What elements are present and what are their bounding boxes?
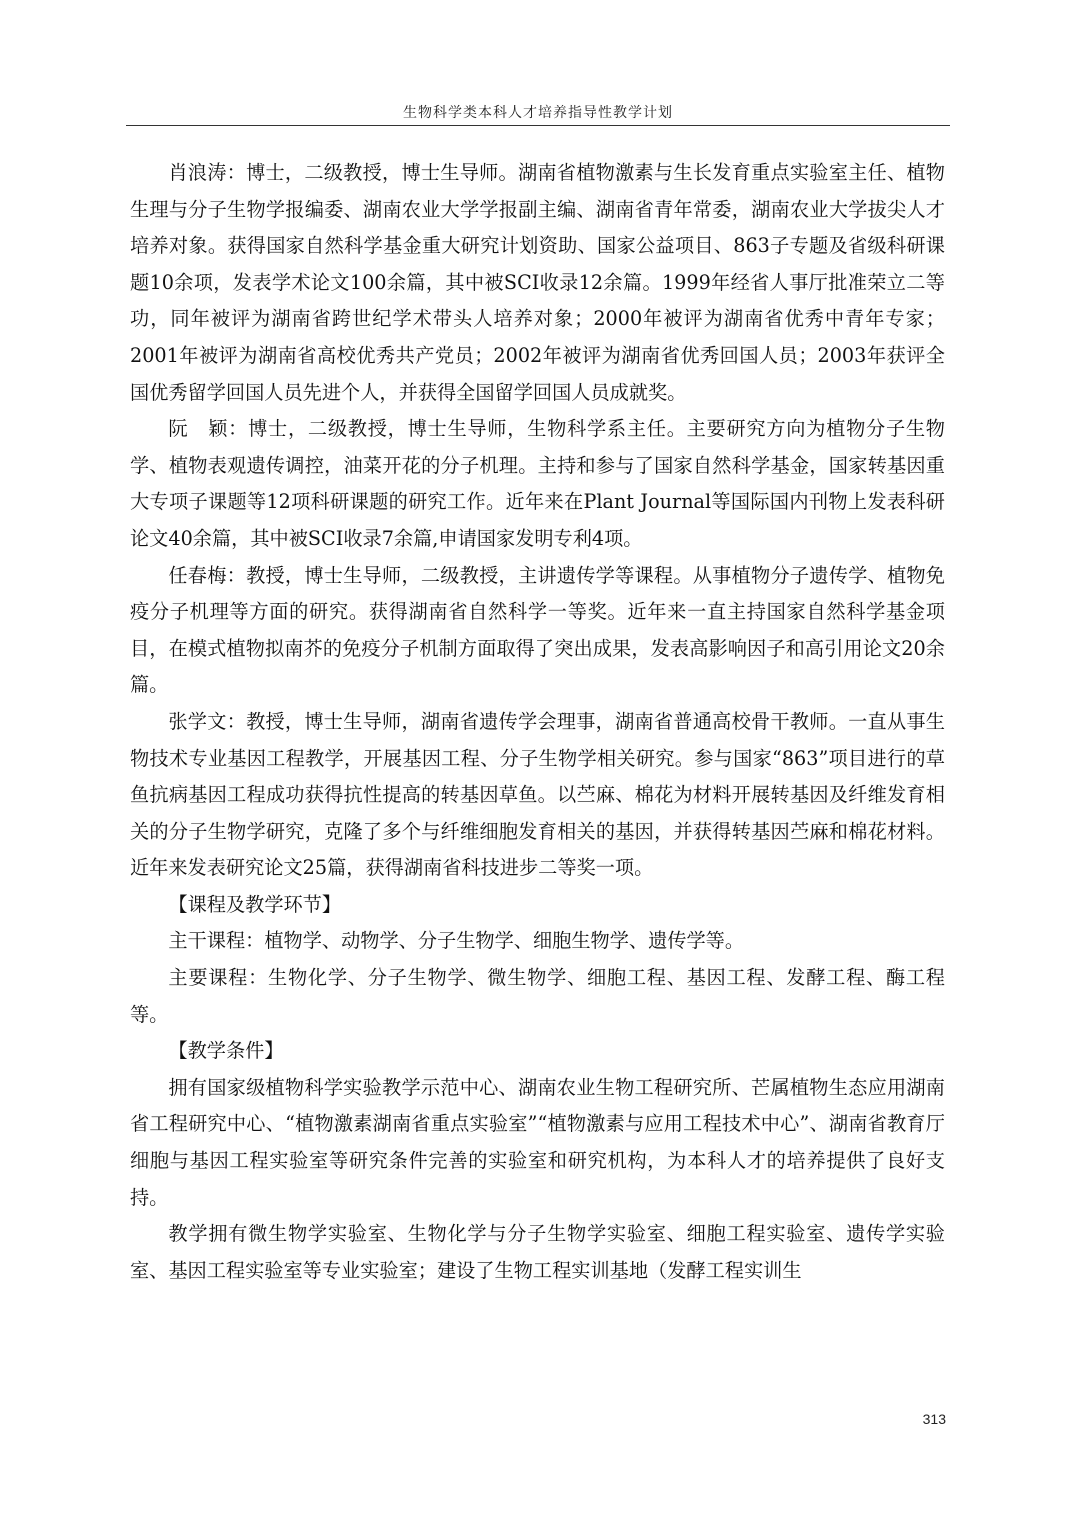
paragraph-research-facilities: 拥有国家级植物科学实验教学示范中心、湖南农业生物工程研究所、芒属植物生态应用湖南省工程研究中心、“植物激素湖南省重点实验室”“植物激素与应用工程技术中心”、湖南省教育厅细胞与基因工程实验室等研究条件完善的实验室和研究机构，为本科人才的培养提供了良好支持。: [130, 1075, 945, 1209]
paragraph-xiao-langtao: 肖浪涛：博士，二级教授，博士生导师。湖南省植物激素与生长发育重点实验室主任、植物生理与分子生物学报编委、湖南农业大学学报副主编、湖南省青年常委，湖南农业大学拔尖人才培养对象。获得国家自然科学基金重大研究计划资助、国家公益项目、863子专题及省级科研课题10余项，发表学术论文100余篇，其中被SCI收录12余篇。1999年经省人事厅批准荣立二等功，同年被评为湖南省跨世纪学术带头人培养对象；2000年被评为湖南省优秀中青年专家；2001年被评为湖南省高校优秀共产党员；2002年被评为湖南省优秀回国人员；2003年获评全国优秀留学回国人员先进个人，并获得全国留学回国人员成就奖。: [130, 161, 945, 404]
body-text: [130, 155, 945, 1289]
paragraph-ruan-ying: 阮 颖：博士，二级教授，博士生导师，生物科学系主任。主要研究方向为植物分子生物学、植物表观遗传调控，油菜开花的分子机理。主持和参与了国家自然科学基金，国家转基因重大专项子课题等12项科研课题的研究工作。近年来在Plant Journal等国际国内刊物上发表科研论文40余篇，其中被SCI收录7余篇,申请国家发明专利4项。: [130, 417, 945, 550]
section-heading-courses: 【课程及教学环节】: [168, 892, 342, 916]
running-header: 生物科学类本科人才培养指导性教学计划: [403, 105, 673, 121]
page-number: 313: [922, 1411, 946, 1427]
paragraph-main-courses: 主要课程：生物化学、分子生物学、微生物学、细胞工程、基因工程、发酵工程、酶工程等。: [130, 966, 945, 1026]
header-rule: [126, 125, 950, 126]
paragraph-ren-chunmei: 任春梅：教授，博士生导师，二级教授，主讲遗传学等课程。从事植物分子遗传学、植物免疫分子机理等方面的研究。获得湖南省自然科学一等奖。近年来一直主持国家自然科学基金项目，在模式植物拟南芥的免疫分子机制方面取得了突出成果，发表高影响因子和高引用论文20余篇。: [130, 563, 945, 697]
paragraph-core-courses: 主干课程：植物学、动物学、分子生物学、细胞生物学、遗传学等。: [168, 929, 745, 953]
paragraph-teaching-labs: 教学拥有微生物学实验室、生物化学与分子生物学实验室、细胞工程实验室、遗传学实验室、基因工程实验室等专业实验室；建设了生物工程实训基地（发酵工程实训生: [130, 1222, 945, 1282]
paragraph-zhang-xuewen: 张学文：教授，博士生导师，湖南省遗传学会理事，湖南省普通高校骨干教师。一直从事生物技术专业基因工程教学，开展基因工程、分子生物学相关研究。参与国家“863”项目进行的草鱼抗病基因工程成功获得抗性提高的转基因草鱼。以苎麻、棉花为材料开展转基因及纤维发育相关的分子生物学研究，克隆了多个与纤维细胞发育相关的基因，并获得转基因苎麻和棉花材料。近年来发表研究论文25篇，获得湖南省科技进步二等奖一项。: [130, 709, 945, 880]
section-heading-conditions: 【教学条件】: [168, 1039, 284, 1063]
